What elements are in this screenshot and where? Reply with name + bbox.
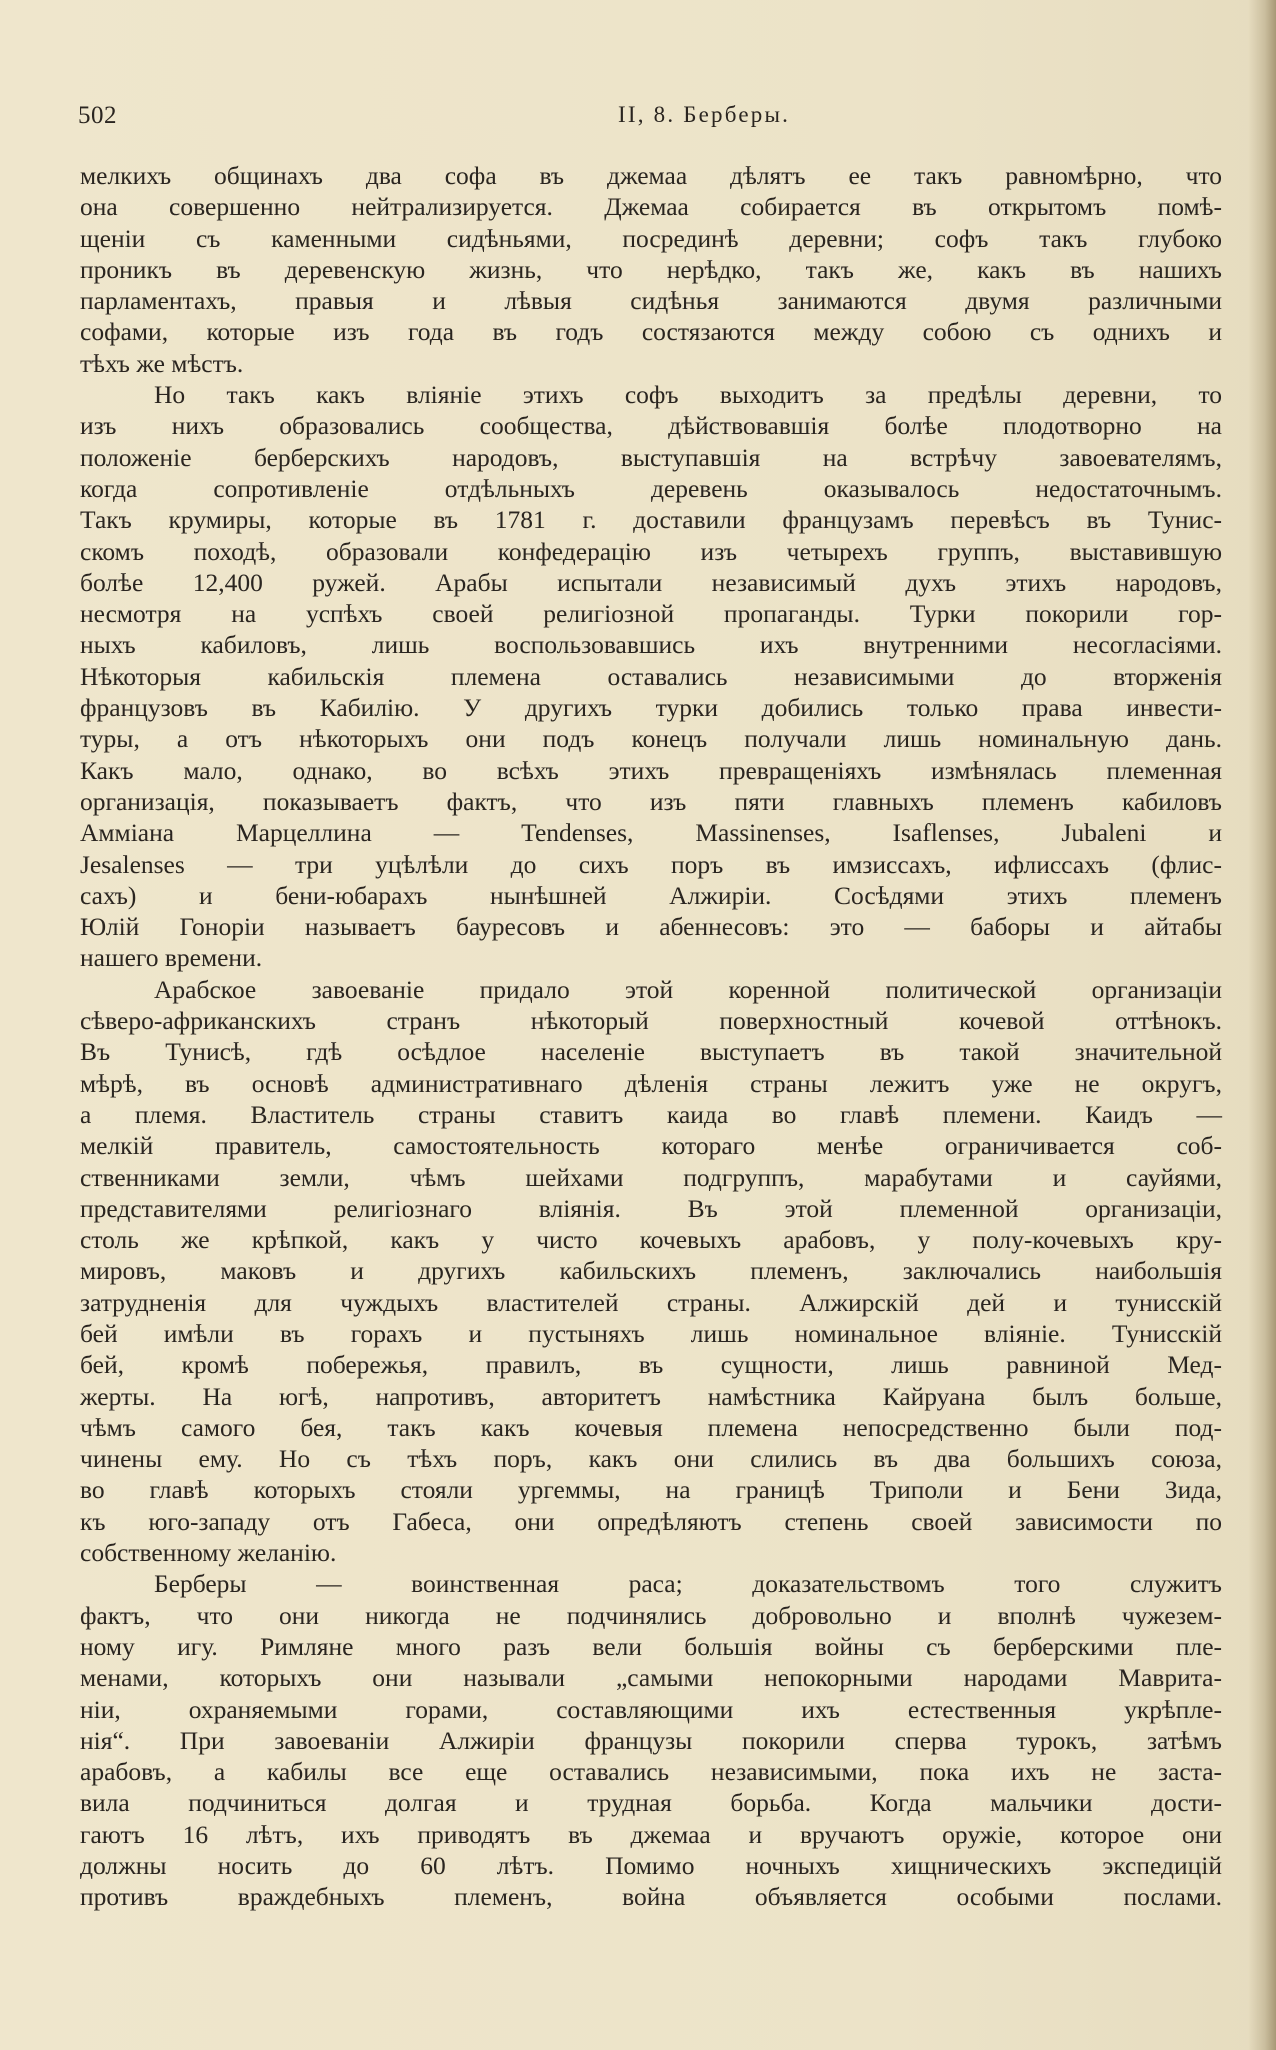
- text-line: жерты. На югѣ, напротивъ, авторитетъ намѣстника Кайруана былъ больше,: [80, 1381, 1222, 1411]
- text-line: противъ враждебныхъ племенъ, война объявляется особыми послами.: [80, 1882, 1222, 1912]
- text-line: а племя. Властитель страны ставитъ каида во главѣ племени. Каидъ —: [80, 1099, 1222, 1129]
- text-line: чинены ему. Но съ тѣхъ поръ, какъ они слились въ два большихъ союза,: [80, 1444, 1222, 1474]
- text-line: фактъ, что они никогда не подчинялись добровольно и вполнѣ чужезем-: [80, 1600, 1222, 1630]
- text-line: вила подчиниться долгая и трудная борьба. Когда мальчики дости-: [80, 1788, 1222, 1818]
- text-line: мелкихъ общинахъ два софа въ джемаа дѣлятъ ее такъ равномѣрно, что: [80, 161, 1222, 190]
- text-line: Берберы — воинственная раса; доказательствомъ того служитъ: [154, 1569, 1222, 1599]
- text-line: болѣе 12,400 ружей. Арабы испытали независимый духъ этихъ народовъ,: [80, 567, 1222, 597]
- text-line: менами, которыхъ они называли „самыми непокорными народами Маврита-: [80, 1663, 1222, 1693]
- text-line: французовъ въ Кабилію. У другихъ турки добились только права инвести-: [80, 693, 1222, 723]
- text-line: бей, кромѣ побережья, правилъ, въ сущности, лишь равниной Мед-: [80, 1350, 1222, 1380]
- text-line: собственному желанію.: [80, 1538, 337, 1568]
- text-line: Юлій Гоноріи называетъ бауресовъ и абеннесовъ: это — баборы и айтабы: [80, 912, 1222, 942]
- text-line: проникъ въ деревенскую жизнь, что нерѣдко, такъ же, какъ въ нашихъ: [80, 254, 1222, 284]
- text-line: бей имѣли въ горахъ и пустыняхъ лишь номинальное вліяніе. Тунисскій: [80, 1318, 1222, 1348]
- text-line: должны носить до 60 лѣтъ. Помимо ночныхъ хищническихъ экспедицій: [80, 1851, 1222, 1881]
- text-line: мировъ, маковъ и другихъ кабильскихъ племенъ, заключались наибольшія: [80, 1256, 1222, 1286]
- text-line: мѣрѣ, въ основѣ административнаго дѣленія страны лежитъ уже не округъ,: [80, 1068, 1222, 1098]
- text-line: сѣверо-африканскихъ странъ нѣкоторый поверхностный кочевой оттѣнокъ.: [80, 1006, 1222, 1036]
- text-line: нія“. При завоеваніи Алжиріи французы покорили сперва турокъ, затѣмъ: [80, 1725, 1222, 1755]
- text-line: мелкій правитель, самостоятельность котораго менѣе ограничивается соб-: [80, 1131, 1222, 1161]
- text-line: организація, показываетъ фактъ, что изъ пяти главныхъ племенъ кабиловъ: [80, 786, 1222, 816]
- running-head: II, 8. Берберы.: [618, 102, 791, 127]
- text-line: туры, а отъ нѣкоторыхъ они подъ конецъ получали лишь номинальную дань.: [80, 724, 1222, 754]
- text-line: ніи, охраняемыми горами, составляющими ихъ естественныя укрѣпле-: [80, 1694, 1222, 1724]
- text-line: несмотря на успѣхъ своей религіозной пропаганды. Турки покорили гор-: [80, 599, 1222, 629]
- text-line: чѣмъ самого бея, такъ какъ кочевыя племена непосредственно были под-: [80, 1412, 1222, 1442]
- page-header: [78, 102, 1223, 138]
- text-line: парламентахъ, правыя и лѣвыя сидѣнья занимаются двумя различными: [80, 286, 1222, 316]
- text-line: представителями религіознаго вліянія. Въ этой племенной организаціи,: [80, 1193, 1222, 1223]
- text-line: Но такъ какъ вліяніе этихъ софъ выходитъ за предѣлы деревни, то: [154, 380, 1222, 410]
- text-line: къ юго-западу отъ Габеса, они опредѣляютъ степень своей зависимости по: [80, 1506, 1222, 1536]
- text-line: нашего времени.: [80, 943, 263, 973]
- text-line: затрудненія для чуждыхъ властителей страны. Алжирскій дей и тунисскій: [80, 1287, 1222, 1317]
- text-line: изъ нихъ образовались сообщества, дѣйствовавшія болѣе плодотворно на: [80, 411, 1222, 441]
- text-line: Нѣкоторыя кабильскія племена оставались независимыми до вторженія: [80, 661, 1222, 691]
- text-line: ному игу. Римляне много разъ вели большія войны съ берберскими пле-: [80, 1631, 1222, 1661]
- text-line: Арабское завоеваніе придало этой коренной политической организаціи: [154, 974, 1222, 1004]
- page-number: 502: [78, 102, 117, 129]
- text-line: щеніи съ каменными сидѣньями, посрединѣ деревни; софъ такъ глубоко: [80, 223, 1222, 253]
- text-line: арабовъ, а кабилы все еще оставались независимыми, пока ихъ не заста-: [80, 1757, 1222, 1787]
- text-line: во главѣ которыхъ стояли ургеммы, на границѣ Триполи и Бени Зида,: [80, 1475, 1222, 1505]
- text-line: столь же крѣпкой, какъ у чисто кочевыхъ арабовъ, у полу-кочевыхъ кру-: [80, 1225, 1222, 1255]
- text-line: сахъ) и бени-юбарахъ нынѣшней Алжиріи. Сосѣдями этихъ племенъ: [80, 880, 1222, 910]
- text-line: скомъ походѣ, образовали конфедерацію изъ четырехъ группъ, выставившую: [80, 536, 1222, 566]
- text-line: когда сопротивленіе отдѣльныхъ деревень оказывалось недостаточнымъ.: [80, 473, 1222, 503]
- text-line: гаютъ 16 лѣтъ, ихъ приводятъ въ джемаа и вручаютъ оружіе, которое они: [80, 1819, 1222, 1849]
- text-line: ныхъ кабиловъ, лишь воспользовавшись ихъ внутренними несогласіями.: [80, 630, 1222, 660]
- text-line: софами, которые изъ года въ годъ состязаются между собою съ однихъ и: [80, 317, 1222, 347]
- text-line: Амміана Марцеллина — Tendenses, Massinenses, Isaflenses, Jubaleni и: [80, 818, 1222, 848]
- text-line: Какъ мало, однако, во всѣхъ этихъ превращеніяхъ измѣнялась племенная: [80, 755, 1222, 785]
- text-line: Въ Тунисѣ, гдѣ осѣдлое населеніе выступаетъ въ такой значительной: [80, 1037, 1222, 1067]
- text-line: ственниками земли, чѣмъ шейхами подгруппъ, марабутами и сауйями,: [80, 1162, 1222, 1192]
- body-text: [80, 160, 1222, 1913]
- text-line: Такъ крумиры, которые въ 1781 г. доставили французамъ перевѣсъ въ Тунис-: [80, 505, 1222, 535]
- text-line: Jesalenses — три уцѣлѣли до сихъ поръ въ имзиссахъ, ифлиссахъ (флис-: [80, 849, 1222, 879]
- text-line: она совершенно нейтрализируется. Джемаа собирается въ открытомъ помѣ-: [80, 192, 1222, 222]
- page-edge-shadow: [1248, 0, 1276, 2050]
- text-line: положеніе берберскихъ народовъ, выступавшія на встрѣчу завоевателямъ,: [80, 442, 1222, 472]
- text-line: тѣхъ же мѣстъ.: [80, 348, 244, 378]
